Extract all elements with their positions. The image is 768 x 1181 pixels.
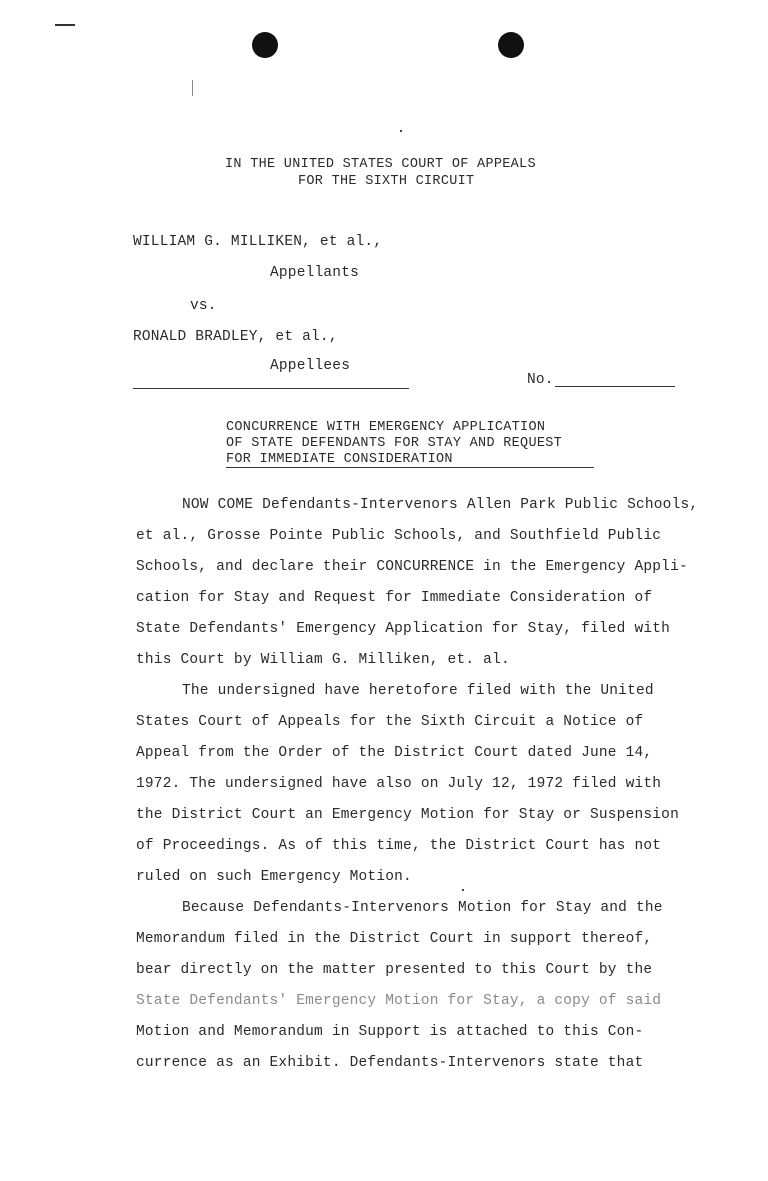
scan-mark bbox=[192, 80, 193, 96]
body-line: The undersigned have heretofore filed with the United bbox=[182, 683, 654, 699]
body-line: Because Defendants-Intervenors Motion for Stay and the bbox=[182, 900, 663, 916]
title-underline bbox=[226, 467, 594, 468]
title-line-1: CONCURRENCE WITH EMERGENCY APPLICATION bbox=[226, 420, 546, 435]
body-line: et al., Grosse Pointe Public Schools, and Southfield Public bbox=[136, 528, 662, 544]
body-line: Schools, and declare their CONCURRENCE in the Emergency Appli- bbox=[136, 559, 688, 575]
body-line: cation for Stay and Request for Immediate Consideration of bbox=[136, 590, 653, 606]
punch-hole-left bbox=[252, 32, 278, 58]
appellant-name: WILLIAM G. MILLIKEN, et al., bbox=[133, 234, 383, 250]
body-line: Motion and Memorandum in Support is attached to this Con- bbox=[136, 1024, 644, 1040]
case-number-blank bbox=[555, 386, 675, 387]
title-line-2: OF STATE DEFENDANTS FOR STAY AND REQUEST bbox=[226, 436, 563, 451]
body-line: State Defendants' Emergency Application for Stay, filed with bbox=[136, 621, 671, 637]
body-line: 1972. The undersigned have also on July 12, 1972 filed with bbox=[136, 776, 662, 792]
body-line: Memorandum filed in the District Court in support thereof, bbox=[136, 931, 653, 947]
body-line: bear directly on the matter presented to this Court by the bbox=[136, 962, 653, 978]
appellee-name: RONALD BRADLEY, et al., bbox=[133, 329, 338, 345]
court-heading-line-1: IN THE UNITED STATES COURT OF APPEALS bbox=[225, 157, 536, 172]
body-line: NOW COME Defendants-Intervenors Allen Park Public Schools, bbox=[182, 497, 699, 513]
body-line: State Defendants' Emergency Motion for Stay, a copy of said bbox=[136, 993, 662, 1009]
versus: vs. bbox=[190, 298, 217, 314]
title-line-3: FOR IMMEDIATE CONSIDERATION bbox=[226, 452, 453, 467]
body-line: Appeal from the Order of the District Court dated June 14, bbox=[136, 745, 653, 761]
punch-hole-right bbox=[498, 32, 524, 58]
appellee-role: Appellees bbox=[270, 358, 351, 374]
body-line: States Court of Appeals for the Sixth Circuit a Notice of bbox=[136, 714, 644, 730]
scan-mark bbox=[400, 130, 402, 132]
caption-rule bbox=[133, 388, 409, 389]
body-line: of Proceedings. As of this time, the District Court has not bbox=[136, 838, 662, 854]
scan-mark bbox=[462, 889, 464, 891]
body-line: the District Court an Emergency Motion for Stay or Suspension bbox=[136, 807, 679, 823]
case-number-label: No. bbox=[527, 372, 554, 388]
court-heading-line-2: FOR THE SIXTH CIRCUIT bbox=[298, 174, 475, 189]
appellant-role: Appellants bbox=[270, 265, 360, 281]
body-line: this Court by William G. Milliken, et. al. bbox=[136, 652, 510, 668]
scan-mark bbox=[55, 24, 75, 26]
body-line: currence as an Exhibit. Defendants-Intervenors state that bbox=[136, 1055, 644, 1071]
body-line: ruled on such Emergency Motion. bbox=[136, 869, 412, 885]
